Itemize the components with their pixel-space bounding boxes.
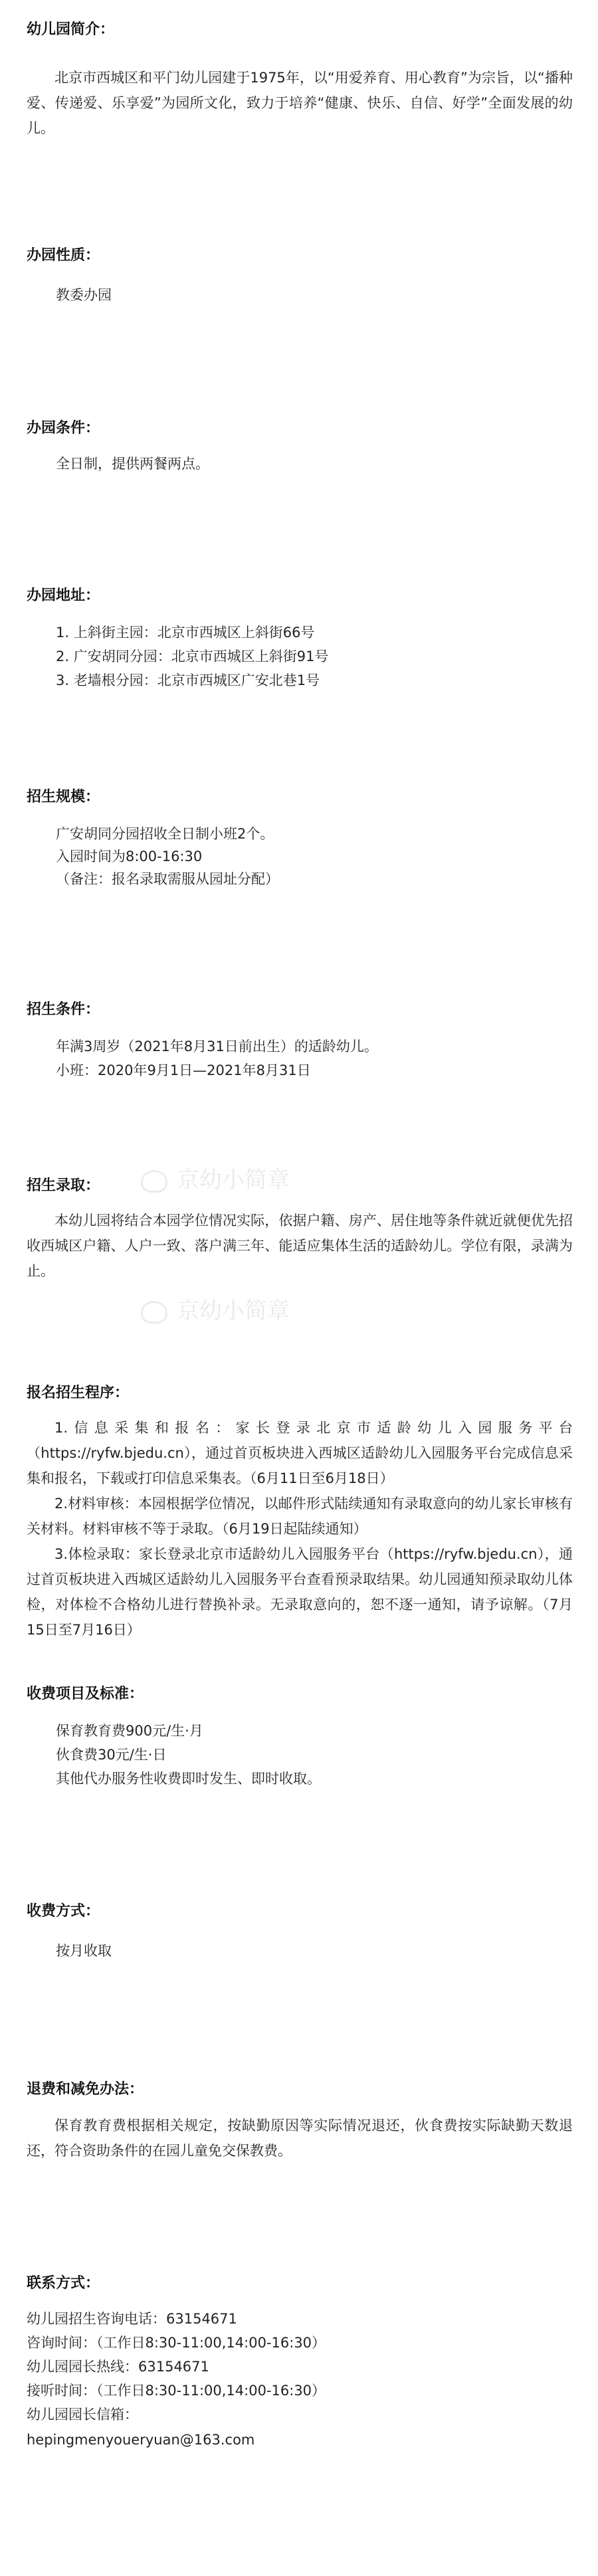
watermark-logo-icon [141,1170,167,1193]
admission-text: 本幼儿园将结合本园学位情况实际，依据户籍、房产、居住地等条件就近就便优先招收西城区户籍、人户一致、落户满三年、能适应集体生活的适龄幼儿。学位有限，录满为止。 [27,1213,573,1279]
section-heading: 办园地址： [27,587,100,604]
contact-email: hepingmenyoueryuan@163.com [27,2432,255,2448]
section-heading: 办园条件： [27,420,100,437]
watermark-logo-icon [141,1301,167,1324]
section-heading: 收费项目及标准： [27,1686,144,1702]
intro-text: 北京市西城区和平门幼儿园建于1975年，以“用爱养育、用心教育”为宗旨，以“播种爱、传递爱、乐享爱”为园所文化，致力于培养“健康、快乐、自信、好学”全面发展的幼儿。 [27,70,573,136]
refund-text: 保育教育费根据相关规定，按缺勤原因等实际情况退还，伙食费按实际缺勤天数退还，符合资助条件的在园儿童免交保教费。 [27,2118,573,2159]
section-heading: 办园性质： [27,247,100,264]
contact-line: 幼儿园园长热线：63154671 [27,2359,209,2375]
list-item: 2. 广安胡同分园：北京市西城区上斜街91号 [56,648,329,664]
contact-line: 咨询时间：（工作日8:30-11:00,14:00-16:30） [27,2335,326,2351]
procedure-step: 2.材料审核：本园根据学位情况，以邮件形式陆续通知有录取意向的幼儿家长审核有关材料。材料审核不等于录取。（6月19日起陆续通知） [27,1496,573,1537]
list-item: 1. 上斜街主园：北京市西城区上斜街66号 [56,625,315,641]
contact-line: 幼儿园招生咨询电话：63154671 [27,2311,237,2327]
watermark: 京幼小简章 [141,1292,290,1325]
section-heading: 报名招生程序： [27,1385,130,1401]
scale-line: 广安胡同分园招收全日制小班2个。 [56,826,274,842]
payment-text: 按月收取 [56,1943,112,1959]
procedure-step: 3.体检录取：家长登录北京市适龄幼儿入园服务平台（https://ryfw.bjedu.cn），通过首页板块进入西城区适龄幼儿入园服务平台查看预录取结果。幼儿园通知预录取幼儿体检，对体检不合格幼儿进行替换补录。无录取意向的，恕不逐一通知，请予谅解。（7月15日至7月16日） [27,1546,573,1638]
section-heading: 招生条件： [27,1001,100,1018]
requirements-line: 小班：2020年9月1日—2021年8月31日 [56,1062,311,1078]
scale-line: 入园时间为8:00-16:30 [56,848,203,864]
section-heading: 收费方式： [27,1903,100,1920]
procedure-step: 1.信息采集和报名：家长登录北京市适龄幼儿入园服务平台（https://ryfw.bjedu.cn），通过首页板块进入西城区适龄幼儿入园服务平台完成信息采集和报名，下载或打印信息采集表。（6月11日至6月18日） [27,1420,573,1486]
requirements-line: 年满3周岁（2021年8月31日前出生）的适龄幼儿。 [56,1039,378,1054]
contact-line: 接听时间：（工作日8:30-11:00,14:00-16:30） [27,2383,326,2399]
fee-line: 伙食费30元/生·日 [56,1747,167,1763]
list-item: 3. 老墙根分园：北京市西城区广安北巷1号 [56,672,320,688]
section-heading: 退费和减免办法： [27,2081,144,2098]
scale-line: （备注：报名录取需服从园址分配） [56,871,279,887]
fee-line: 其他代办服务性收费即时发生、即时收取。 [56,1771,321,1787]
contact-line: 幼儿园园长信箱： [27,2407,138,2423]
section-heading: 幼儿园简介： [27,21,115,38]
nature-text: 教委办园 [56,287,112,303]
section-heading: 联系方式： [27,2275,100,2292]
section-heading: 招生规模： [27,789,100,805]
watermark: 京幼小简章 [141,1161,290,1194]
conditions-text: 全日制，提供两餐两点。 [56,456,209,472]
section-heading: 招生录取： [27,1177,100,1194]
fee-line: 保育教育费900元/生·月 [56,1723,203,1739]
